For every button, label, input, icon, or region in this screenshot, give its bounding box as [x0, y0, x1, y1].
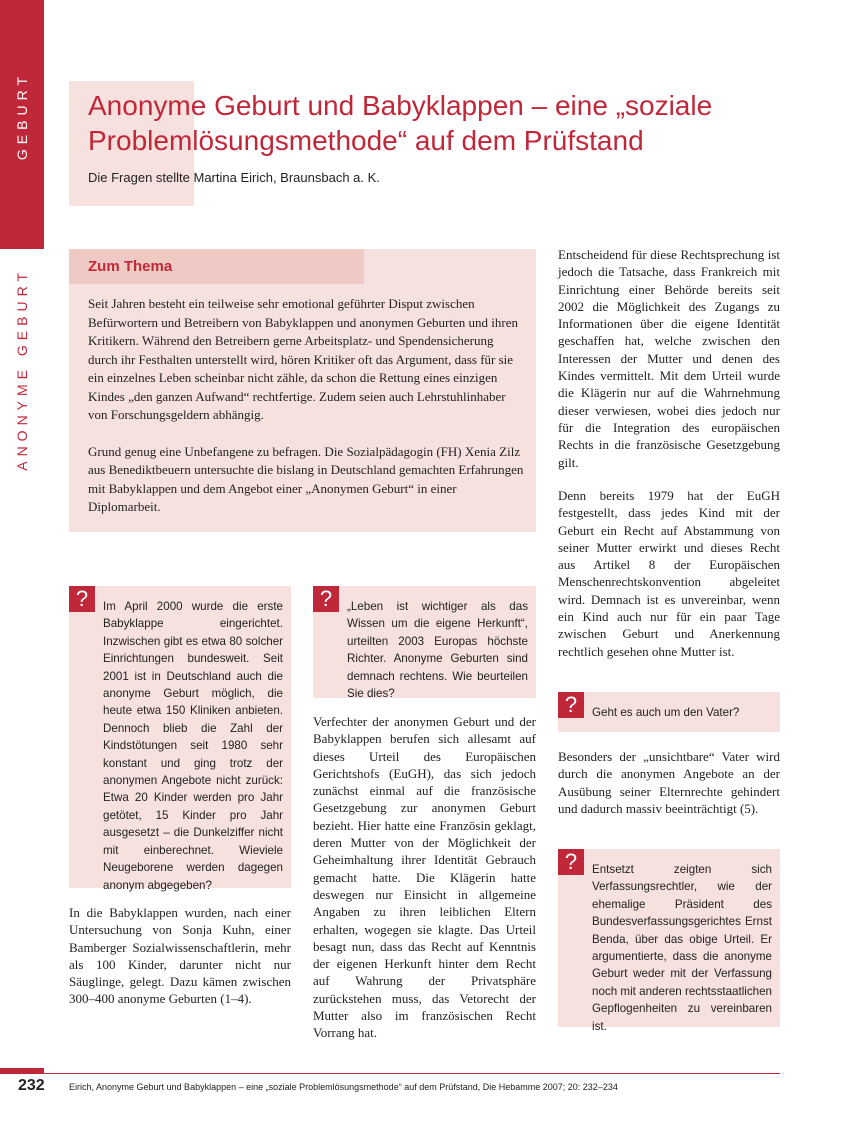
zum-thema-heading: Zum Thema — [88, 258, 173, 275]
question-mark-icon: ? — [558, 849, 584, 875]
question-text: Im April 2000 wurde die erste Babyklappe eingerichtet. Inzwischen gibt es etwa 80 solcher Einrichtungen bundesweit. Seit 2001 ist in Deutschland auch die anonyme Geburt möglich, die heute etwa 150 Kliniken anbieten. Dennoch blieb die Zahl der Kindstötungen seit 1980 sehr konstant und ging trotz der anonymen Angebote nicht zurück: Etwa 20 Kinder werden pro Jahr getötet, 15 Kinder pro Jahr ausgesetzt – die Dunkelziffer nicht mit einberechnet. Wieviele Neugeborene werden dagegen anonym abgegeben? — [103, 600, 283, 892]
answer-text-continued: Denn bereits 1979 hat der EuGH festgestellt, dass jedes Kind mit der Geburt ein Recht auf Abstammung von seiner Mutter erwirkt und dieses Recht aus Artikel 8 der Europäischen Menschenrechtskonvention abgeleitet wird. Demnach ist es unvereinbar, wenn ein Kind auch nur für ein paar Tage zwischen Geburt und Anerkennung rechtlich gesehen ohne Mutter ist. — [558, 488, 780, 659]
zum-thema-paragraph: Grund genug eine Unbefangene zu befragen. Die Sozialpädagogin (FH) Xenia Zilz aus Benediktbeuern untersuchte die bislang in Deutschland gemachten Erfahrungen mit Babyklappen und dem Angebot einer „Anonymen Geburt“ in einer Diplomarbeit. — [88, 443, 524, 514]
question-box — [69, 586, 291, 892]
zum-thema-text — [88, 295, 524, 535]
answer-text: Verfechter der anonymen Geburt und der Babyklappen berufen sich allesamt auf dieses Urteil des Europäischen Gerichtshofs (EuGH), das sich jedoch zunächst einmal auf die französische Gesetzgebung zur anonymen Geburt bezieht. Hier hatte eine Französin geklagt, deren Mutter von der Möglichkeit der Geheimhaltung ihrer Identität Gebrauch gemacht hatte. Die Klägerin hatte deswegen nur Einsicht in allgemeine Angaben zu ihren leiblichen Eltern erhalten, wogegen sie klagte. Das Urteil besagt nun, dass das Recht auf Kenntnis der eigenen Herkunft hinter dem Recht auf Wahrung der Privatsphäre zurückstehen muss, das Vetorecht der Mutter also im französischen Recht Vorrang hat. — [313, 714, 536, 1041]
question-mark-icon: ? — [69, 586, 95, 612]
footer-accent — [0, 1068, 44, 1074]
question-text: Entsetzt zeigten sich Verfassungsrechtler, wie der ehemalige Präsident des Bundesverfassungsgerichtes Ernst Benda, über das obige Urteil. Er argumentierte, dass die anonyme Geburt weder mit der Verfassung noch mit anderen rechtsstaatlichen Gepflogenheiten zu vereinbaren ist. — [592, 863, 772, 1033]
question-box — [313, 586, 536, 701]
page-number: 232 — [18, 1077, 45, 1094]
question-mark-icon: ? — [313, 586, 339, 612]
section-label: GEBURT — [14, 72, 30, 161]
zum-thema-paragraph: Seit Jahren besteht ein teilweise sehr emotional geführter Disput zwischen Befürwortern und Betreibern von Babyklappen und anonymen Geburten und ihren Kritikern. Während den Betreibern gerne Arbeitsplatz- und Spendensicherung durch ihr Festhalten unterstellt wird, hören Kritiker oft das Argument, dass für sie ein einzelnes Leben scheinbar nicht zähle, da schon die Rettung eines einzigen Kindes „den ganzen Aufwand“ rechtfertige. Zudem seien auch Lehrstuhlinhaber von Forschungsgeldern abhängig. — [88, 296, 518, 422]
article-byline: Die Fragen stellte Martina Eirich, Braunsbach a. K. — [88, 170, 380, 185]
question-text: „Leben ist wichtiger als das Wissen um die eigene Herkunft“, urteilten 2003 Europas höchste Richter. Anonyme Geburten sind demnach rechtens. Wie beurteilen Sie dies? — [347, 600, 528, 701]
question-text: Geht es auch um den Vater? — [592, 706, 740, 719]
topic-label: ANONYME GEBURT — [14, 268, 30, 471]
answer-text: In die Babyklappen wurden, nach einer Untersuchung von Sonja Kuhn, einer Bamberger Sozialwissenschaftlerin, mehr als 100 Kinder, darunter nicht nur Säuglinge, gelegt. Dazu kämen zwischen 300–400 anonyme Geburten (1–4). — [69, 905, 291, 1007]
answer-text: Besonders der „unsichtbare“ Vater wird durch die anonymen Angebote an der Ausübung seiner Elternrechte gehindert und dadurch massiv beeinträchtigt (5). — [558, 749, 780, 816]
article-title: Anonyme Geburt und Babyklappen – eine „soziale Problemlösungsmethode“ auf dem Prüfstand — [88, 90, 713, 156]
citation: Eirich, Anonyme Geburt und Babyklappen – eine „soziale Problemlösungsmethode“ auf dem Prüfstand, Die Hebamme 2007; 20: 232–234 — [69, 1082, 618, 1092]
question-box — [558, 849, 780, 1033]
footer-rule — [44, 1073, 780, 1074]
question-box — [558, 692, 780, 732]
question-mark-icon: ? — [558, 692, 584, 718]
answer-text-continued: Entscheidend für diese Rechtsprechung ist jedoch die Tatsache, dass Frankreich mit Einrichtung einer Behörde bereits seit 2002 die Möglichkeit des Zugangs zu Informationen über die eigene Identität geschaffen hat, welche zwischen den Interessen der Mutter und denen des Kindes vermittelt. Mit dem Urteil wurde die Klägerin nur auf die Wahrnehmung dieser verwiesen, wobei dies jedoch nur für die Integration des europäischen Rechts in die französische Gesetzgebung gilt. — [558, 247, 780, 470]
